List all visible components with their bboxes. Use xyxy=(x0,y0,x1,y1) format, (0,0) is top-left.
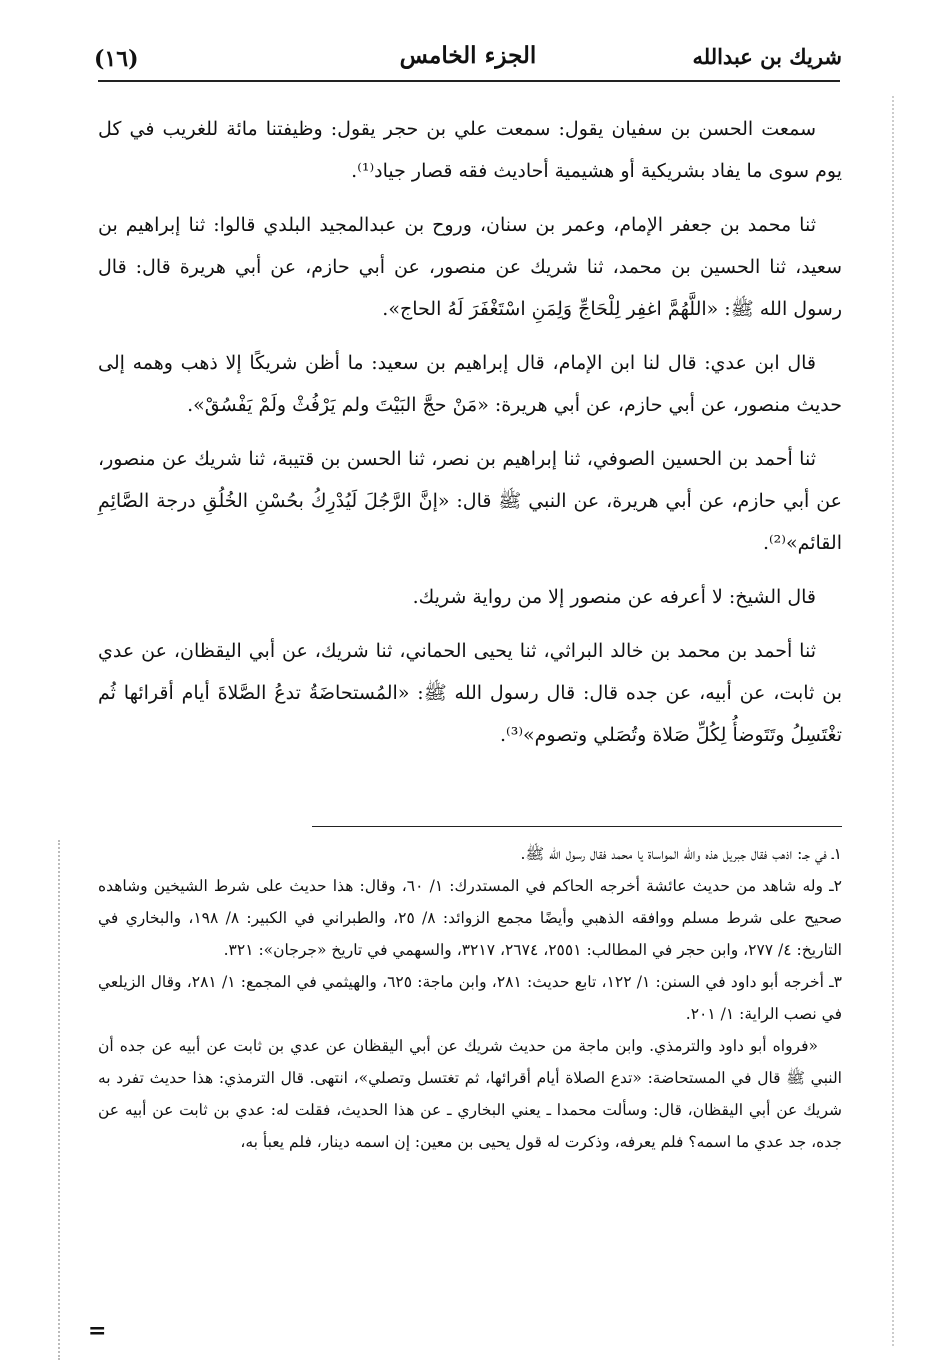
scan-edge-right xyxy=(892,96,894,1346)
scan-edge-left xyxy=(58,840,60,1360)
header-rule xyxy=(98,80,840,82)
footnote-continuation: «فرواه أبو داود والترمذي. وابن ماجة من حديث شريك عن أبي اليقظان عن عدي بن ثابت عن أبيه عن جده أن النبي ﷺ قال في المستحاضة: «تدع الصلاة أيام أقرائها، ثم تغتسل وتصلي»، انتهى. قال الترمذي: هذا حديث تفرد به شريك عن أبي اليقظان، قال: وسألت محمدا ـ يعني البخاري ـ عن هذا الحديث، فقلت له: عدي بن ثابت عن أبيه عن جده، جد عدي ما اسمه؟ فلم يعرفه، وذكرت له قول يحيى بن معين: إن اسمه دينار، فلم يعبأ به، xyxy=(98,1037,842,1151)
paragraph-2: ثنا محمد بن جعفر الإمام، وعمر بن سنان، وروح بن عبدالمجيد البلدي قالوا: ثنا إبراهيم بن سعيد، ثنا الحسين بن محمد، ثنا شريك عن منصور، عن أبي حازم، عن أبي هريرة قال: قال رسول الله ﷺ: «اللَّهُمَّ اغفِر لِلْحَاجِّ وَلِمَنِ اسْتَغْفَرَ لَهُ الحاج». xyxy=(98,214,842,320)
paragraph-6: ثنا أحمد بن محمد بن خالد البراثي، ثنا يحيى الحماني، ثنا شريك، عن أبي اليقظان، عن عدي بن ثابت، عن أبيه، عن جده قال: قال رسول الله ﷺ: «المُستحاضَةُ تدعُ الصَّلاةَ أيام أقرائها ثُم تغْتَسِلُ وتَتَوضأُ لِكُلِّ صَلاة وتُصَلي وتصوم»⁽³⁾. xyxy=(98,640,842,746)
footnote-1: ١ـ في جـ: اذهب فقال جبريل هذه والله المواساة يا محمد فقال رسول الله ﷺ. xyxy=(520,845,842,863)
paragraph-5: قال الشيخ: لا أعرفه عن منصور إلا من رواية شريك. xyxy=(412,586,816,608)
part-title: الجزء الخامس xyxy=(399,42,537,69)
book-title: شريك بن عبدالله xyxy=(692,44,842,69)
footnote-2: ٢ـ وله شاهد من حديث عائشة أخرجه الحاكم في المستدرك: ١/ ٦٠، وقال: هذا حديث على شرط الشيخين وشاهده صحيح على شرط مسلم ووافقه الذهبي وأيضًا مجمع الزوائد: ٨/ ٢٥، والطبراني في الكبير: ٨/ ١٩٨، والبخاري في التاريخ: ٤/ ٢٧٧، وابن حجر في المطالب: ٢٥٥١، ٢٦٧٤، ٣٢١٧، والسهمي في تاريخ «جرجان»: ٣٢١. xyxy=(98,877,842,959)
paragraph-4: ثنا أحمد بن الحسين الصوفي، ثنا إبراهيم بن نصر، ثنا الحسن بن قتيبة، ثنا شريك عن منصور، عن أبي حازم، عن أبي هريرة، عن النبي ﷺ قال: «إنَّ الرَّجُلَ لَيُدْرِكُ بحُسْنِ الخُلُقِ درجة الصَّائِمِ القائم»⁽²⁾. xyxy=(98,448,842,554)
paragraph-1: سمعت الحسن بن سفيان يقول: سمعت علي بن حجر يقول: وظيفتنا مائة للغريب في كل يوم سوى ما يفاد بشريكية أو هشيمية أحاديث فقه قصار جياد⁽¹⁾. xyxy=(98,118,842,182)
footnotes xyxy=(98,838,842,1158)
footnote-3: ٣ـ أخرجه أبو داود في السنن: ١/ ١٢٢، تابع حديث: ٢٨١، وابن ماجة: ٦٢٥، والهيثمي في المجمع: ١/ ٢٨١، وقال الزيلعي في نصب الراية: ١/ ٢٠١. xyxy=(98,973,842,1023)
page-number: (١٦) xyxy=(94,46,139,72)
continuation-mark: = xyxy=(88,1318,107,1344)
main-text xyxy=(98,108,842,768)
footnote-rule xyxy=(312,826,842,827)
paragraph-3: قال ابن عدي: قال لنا ابن الإمام، قال إبراهيم بن سعيد: ما أظن شريكًا إلا ذهب وهمه إلى حديث منصور، عن أبي حازم، عن أبي هريرة: «مَنْ حجَّ البَيْتَ ولم يَرْفُثْ ولَمْ يَفْسُقْ». xyxy=(98,352,842,416)
running-header xyxy=(94,34,842,82)
